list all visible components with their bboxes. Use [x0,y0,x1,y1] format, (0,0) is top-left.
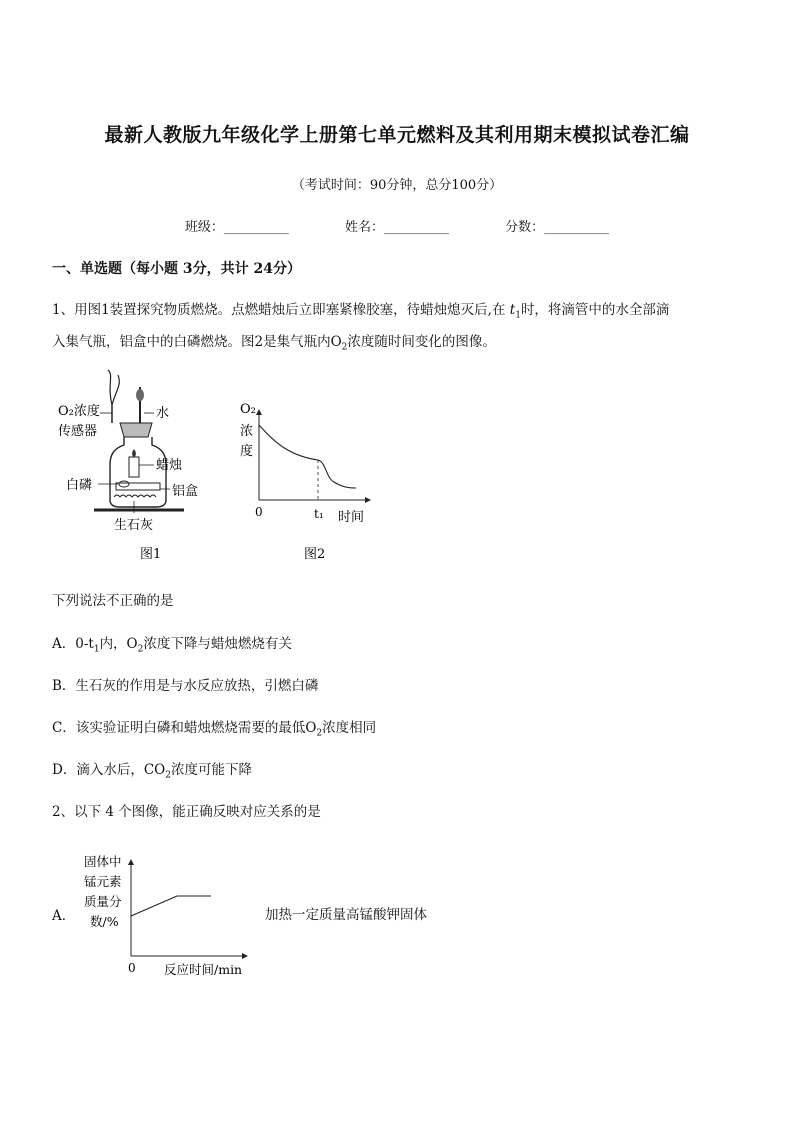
question-1-option-d[interactable]: D．滴入水后，$CO_2$浓度可能下降 [52,762,252,781]
section-heading-single-choice: 一、单选题（每小题 3分，共计 24分） [52,261,301,277]
graph-a-y-label-3: 质量分 [84,894,122,909]
question-2-option-a-letter[interactable]: A． [52,908,76,924]
y-label-o2: O₂ [240,402,256,417]
label-o2-sensor-1: O₂浓度 [58,404,100,419]
graph-a-origin: 0 [128,961,136,975]
student-info-row [0,216,794,235]
graph-a-x-label: 反应时间/min [164,962,243,977]
exam-subtitle: （考试时间：90分钟，总分100分） [291,178,503,193]
graph-a-y-label-2: 锰元素 [84,874,122,889]
x-label-time: 时间 [338,510,365,525]
question-1-option-c[interactable]: C．该实验证明白磷和蜡烛燃烧需要的最低$O_2$浓度相同 [52,720,377,739]
name-field[interactable]: 姓名：__________ [344,220,449,235]
figure-2-caption: 图2 [304,547,326,562]
question-1-line1: 1、用图1装置探究物质燃烧。点燃蜡烛后立即塞紧橡胶塞，待蜡烛熄灭后,在 $t_1$时，将滴管中的水全部滴 [52,302,670,321]
figure-1-apparatus [52,365,222,565]
question-2-option-a-description: 加热一定质量高锰酸钾固体 [265,907,427,923]
question-2-stem: 2、以下 4 个图像，能正确反映对应关系的是 [52,804,321,820]
o2-curve [259,425,356,488]
label-o2-sensor-2: 传感器 [58,424,98,439]
question-1-option-b[interactable]: B．生石灰的作用是与水反应放热，引燃白磷 [52,678,319,694]
sensor-wire [108,370,119,405]
graph-a-line [131,896,211,916]
origin-label: 0 [255,505,263,519]
question-1-option-a[interactable]: A．$0-t_1$内，$O_2$浓度下降与蜡烛燃烧有关 [52,636,292,655]
graph-a-y-label-4: 数/% [90,914,119,929]
question-2-graph-a [80,850,255,980]
white-phosphorus [119,481,129,487]
question-1-text [52,297,752,360]
y-label-du: 度 [240,444,254,459]
figure-2-graph [230,398,380,565]
label-candle: 蜡烛 [156,458,183,473]
rubber-stopper [120,423,152,437]
question-1-stem: 下列说法不正确的是 [52,593,174,609]
score-field[interactable]: 分数：__________ [505,220,610,235]
label-white-phosphorus: 白磷 [66,478,93,493]
graph-a-y-label-1: 固体中 [84,854,122,869]
page-title: 最新人教版九年级化学上册第七单元燃料及其利用期末模拟试卷汇编 [104,124,690,146]
label-aluminum-box: 铝盒 [172,484,199,499]
candle [129,457,139,477]
label-water: 水 [156,406,170,421]
dropper-bulb [136,389,144,401]
quicklime-layer [114,495,156,497]
class-field[interactable]: 班级：__________ [184,220,289,235]
y-label-nong: 浓 [240,424,254,439]
label-quicklime: 生石灰 [114,518,154,533]
question-1-line2: 入集气瓶，铝盒中的白磷燃烧。图2是集气瓶内$O_2$浓度随时间变化的图像。 [52,333,496,353]
flame [132,449,136,457]
figure-1-caption: 图1 [140,547,162,562]
t1-label: t₁ [314,507,324,521]
